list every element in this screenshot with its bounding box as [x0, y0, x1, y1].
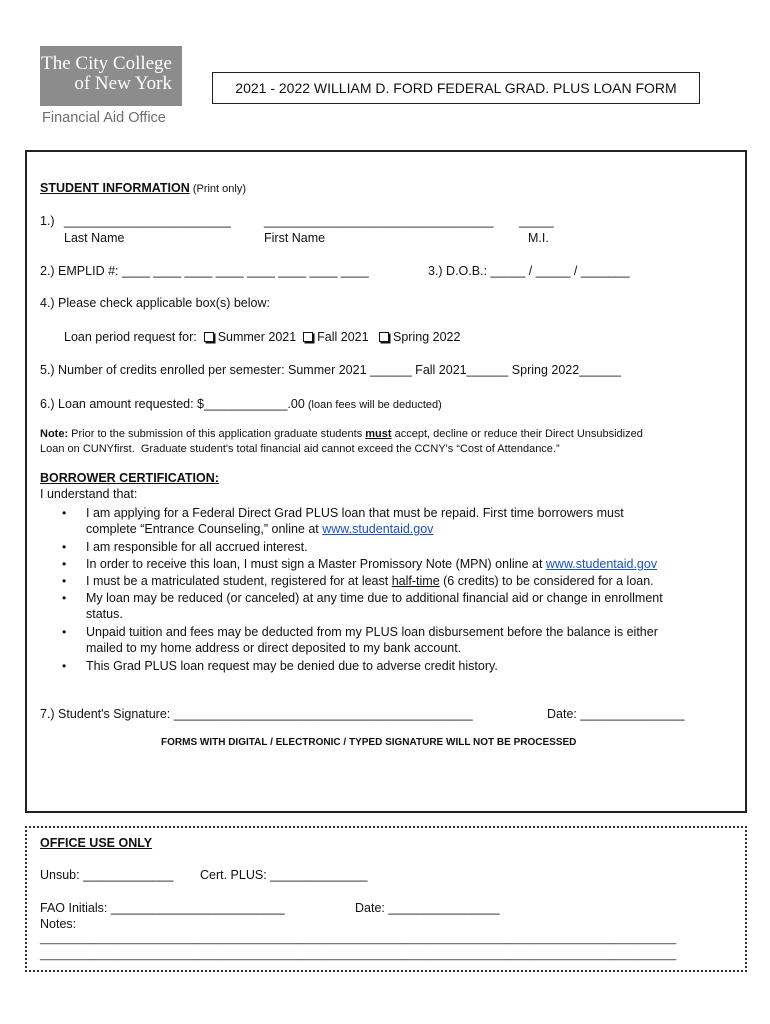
- student-signature-field[interactable]: 7.) Student's Signature: ___________________________________________: [40, 707, 473, 721]
- loan-amount-field[interactable]: 6.) Loan amount requested: $____________.00: [40, 397, 305, 411]
- cert-bullet-6-line-2: mailed to my home address or direct deposited to my bank account.: [86, 641, 462, 655]
- logo-line-2: of New York: [74, 73, 172, 94]
- bullet-icon: •: [62, 591, 67, 605]
- cert-plus-field[interactable]: Cert. PLUS: ______________: [200, 868, 368, 882]
- bullet-icon: •: [62, 506, 67, 520]
- notes-label: Notes:: [40, 917, 77, 931]
- cert-bullet-3: [86, 557, 657, 571]
- unsub-field[interactable]: Unsub: _____________: [40, 868, 174, 882]
- form-title: 2021 - 2022 WILLIAM D. FORD FEDERAL GRAD. PLUS LOAN FORM: [212, 72, 700, 104]
- cert-bullet-4-halftime: half-time: [391, 574, 440, 588]
- loan-period-row: [64, 330, 460, 344]
- college-logo: [40, 46, 182, 106]
- note-line-2: Loan on CUNYfirst. Graduate student's total financial aid cannot exceed the CCNY's “Cost of Attendance.”: [40, 443, 560, 455]
- summer-checkbox[interactable]: [204, 332, 214, 342]
- note-text-b: accept, decline or reduce their Direct Unsubsidized: [391, 428, 643, 440]
- dob-field[interactable]: 3.) D.O.B.: _____ / _____ / _______: [428, 264, 630, 278]
- middle-initial-field[interactable]: _____: [519, 214, 554, 228]
- q4-label: 4.) Please check applicable box(s) below:: [40, 296, 270, 310]
- cert-bullet-3-text: In order to receive this loan, I must sign a Master Promissory Note (MPN) online at: [86, 557, 546, 571]
- cert-bullet-5-line-1: My loan may be reduced (or canceled) at any time due to additional financial aid or change in enrollment: [86, 591, 663, 605]
- office-use-heading: OFFICE USE ONLY: [40, 836, 153, 850]
- cert-bullet-1-line-1: I am applying for a Federal Direct Grad PLUS loan that must be repaid. First time borrowers must: [86, 506, 624, 520]
- summer-label: Summer 2021: [217, 330, 297, 344]
- last-name-label: Last Name: [64, 231, 125, 245]
- studentaid-link-1[interactable]: www.studentaid.gov: [322, 522, 434, 536]
- spring-checkbox[interactable]: [379, 332, 389, 342]
- cert-bullet-1-line-2: [86, 522, 433, 536]
- borrower-cert-heading: BORROWER CERTIFICATION:: [40, 471, 219, 485]
- cert-bullet-1-text: complete “Entrance Counseling,” online at: [86, 522, 323, 536]
- note-label: Note:: [40, 428, 69, 440]
- notes-line-2[interactable]: ________________________________________________________________________________________________________: [40, 949, 677, 961]
- student-info-title: STUDENT INFORMATION: [40, 181, 190, 195]
- bullet-icon: •: [62, 625, 67, 639]
- cert-bullet-4-a: I must be a matriculated student, registered for at least: [86, 574, 392, 588]
- note-must: must: [365, 428, 392, 440]
- fall-label: Fall 2021: [317, 330, 369, 344]
- logo-office-name: Financial Aid Office: [42, 110, 166, 126]
- bullet-icon: •: [62, 540, 67, 554]
- note-text-a: Prior to the submission of this application graduate students: [68, 428, 366, 440]
- student-info-note: (Print only): [189, 183, 247, 195]
- cert-bullet-7: This Grad PLUS loan request may be denied due to adverse credit history.: [86, 659, 498, 673]
- first-name-field[interactable]: _________________________________: [264, 214, 494, 228]
- q1-number: 1.): [40, 214, 55, 228]
- fao-initials-field[interactable]: FAO Initials: _________________________: [40, 901, 285, 915]
- note-line-1: [40, 428, 643, 440]
- bullet-icon: •: [62, 557, 67, 571]
- studentaid-link-2[interactable]: www.studentaid.gov: [545, 557, 658, 571]
- signature-warning: FORMS WITH DIGITAL / ELECTRONIC / TYPED SIGNATURE WILL NOT BE PROCESSED: [161, 737, 577, 748]
- office-date-field[interactable]: Date: ________________: [355, 901, 500, 915]
- last-name-field[interactable]: ________________________: [64, 214, 231, 228]
- fall-checkbox[interactable]: [303, 332, 313, 342]
- credits-field[interactable]: 5.) Number of credits enrolled per semester: Summer 2021 ______ Fall 2021______ Spring 2022______: [40, 363, 621, 377]
- emplid-field[interactable]: 2.) EMPLID #: ____ ____ ____ ____ ____ ____ ____ ____: [40, 264, 369, 278]
- cert-bullet-4: [86, 574, 654, 588]
- logo-line-1: The City College: [41, 53, 172, 74]
- first-name-label: First Name: [264, 231, 326, 245]
- cert-bullet-4-b: (6 credits) to be considered for a loan.: [439, 574, 654, 588]
- loan-period-label: Loan period request for:: [64, 330, 197, 344]
- mi-label: M.I.: [528, 231, 549, 245]
- bullet-icon: •: [62, 659, 67, 673]
- notes-line-1[interactable]: ________________________________________________________________________________________________________: [40, 933, 677, 945]
- bullet-icon: •: [62, 574, 67, 588]
- spring-label: Spring 2022: [393, 330, 461, 344]
- cert-bullet-5-line-2: status.: [86, 607, 123, 621]
- cert-intro: I understand that:: [40, 487, 138, 501]
- student-info-heading: [40, 181, 246, 195]
- cert-bullet-6-line-1: Unpaid tuition and fees may be deducted from my PLUS loan disbursement before the balance is either: [86, 625, 658, 639]
- loan-amount-row[interactable]: [40, 397, 442, 411]
- cert-bullet-2: I am responsible for all accrued interest.: [86, 540, 308, 554]
- signature-date-field[interactable]: Date: _______________: [547, 707, 685, 721]
- loan-fee-note: (loan fees will be deducted): [304, 399, 442, 411]
